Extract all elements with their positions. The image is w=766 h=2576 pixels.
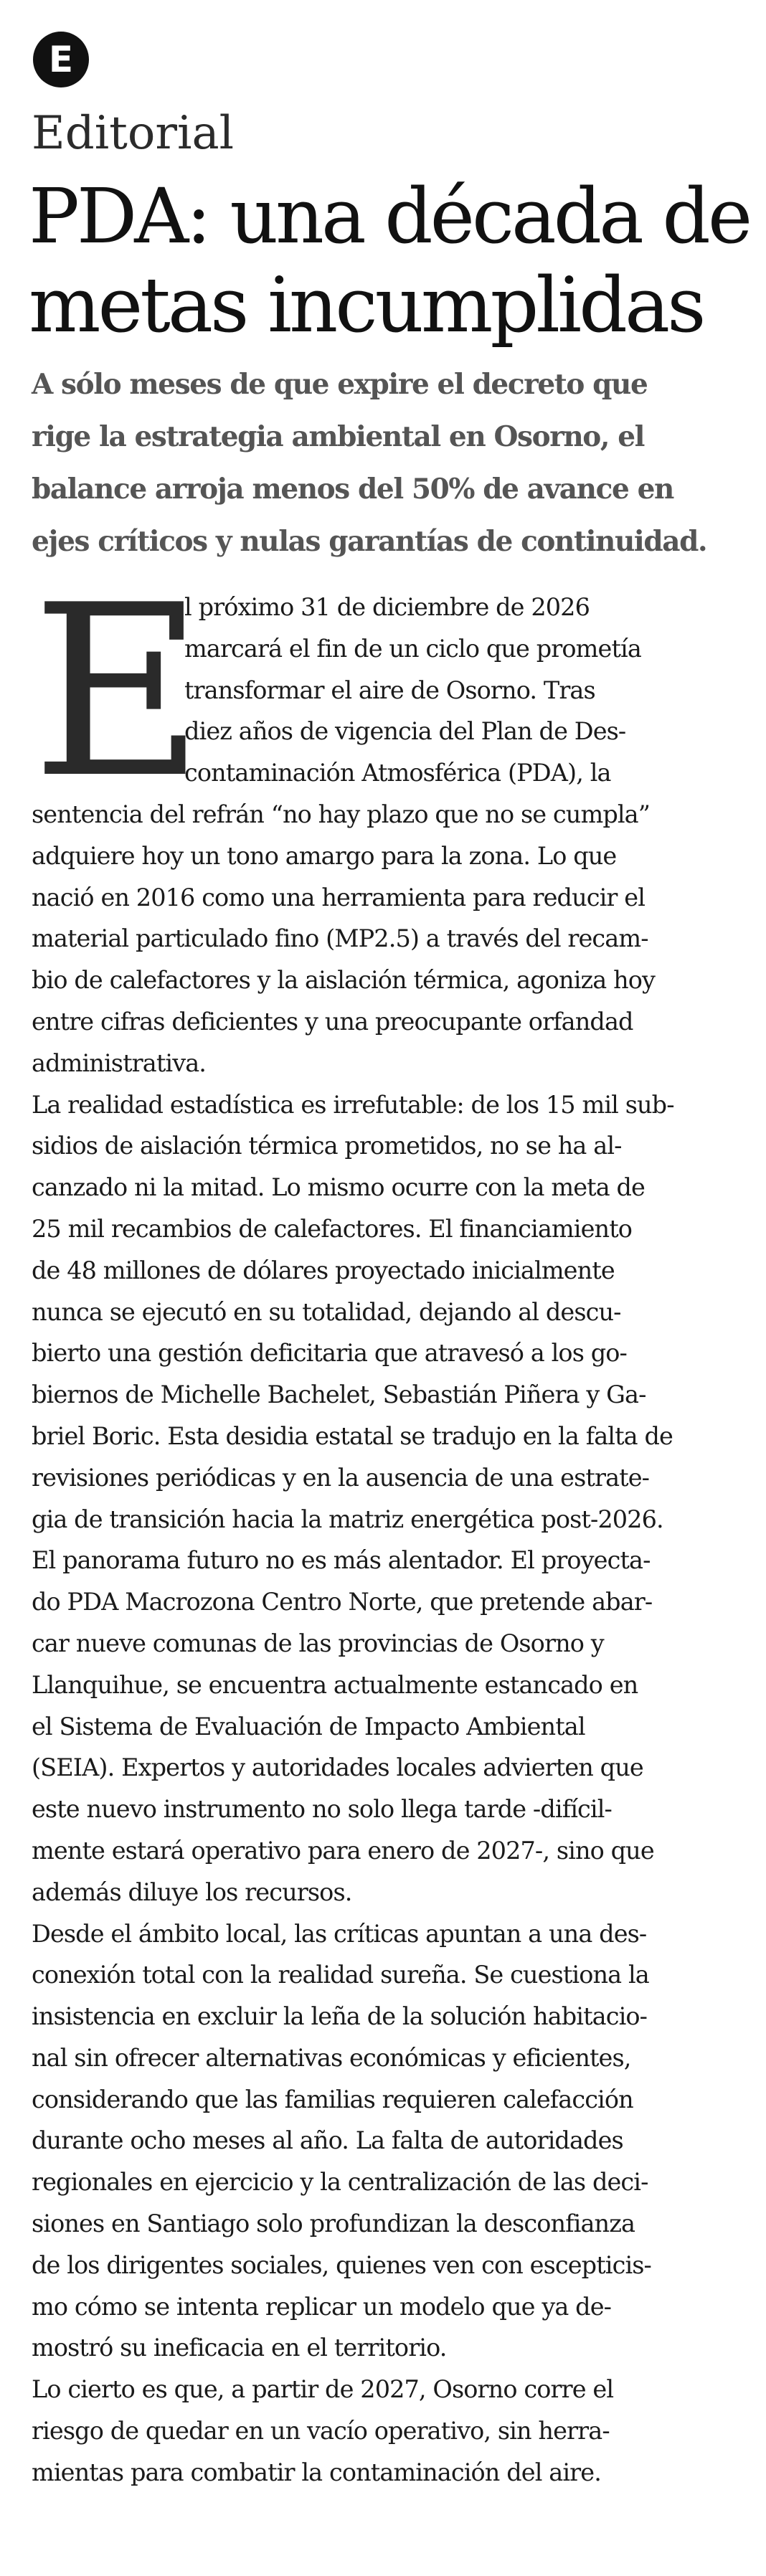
body-line: canzado ni la mitad. Lo mismo ocurre con la meta de <box>32 1173 645 1202</box>
body-line: mo cómo se intenta replicar un modelo que ya de- <box>32 2292 612 2321</box>
body-line: diez años de vigencia del Plan de Des- <box>184 717 626 746</box>
body-line: contaminación Atmosférica (PDA), la <box>184 759 611 787</box>
headline <box>29 172 753 350</box>
body-line: además diluye los recursos. <box>32 1877 352 1906</box>
body-line: regionales en ejercicio y la centralización de las deci- <box>32 2168 648 2197</box>
body-line: mientas para combatir la contaminación del aire. <box>32 2458 601 2486</box>
body-line: mente estará operativo para enero de 2027-, sino que <box>32 1836 654 1865</box>
body-line: material particulado fino (MP2.5) a través del recam- <box>32 924 648 953</box>
body-line: administrativa. <box>32 1048 207 1077</box>
body-line: nació en 2016 como una herramienta para reducir el <box>32 883 646 911</box>
body-line: l próximo 31 de diciembre de 2026 <box>184 593 590 621</box>
body-line: adquiere hoy un tono amargo para la zona. Lo que <box>32 841 617 870</box>
lead-line: rige la estrategia ambiental en Osorno, el <box>32 420 645 453</box>
body-line: durante ocho meses al año. La falta de autoridades <box>32 2126 623 2155</box>
body-line: car nueve comunas de las provincias de Osorno y <box>32 1629 604 1657</box>
drop-cap: E <box>32 554 204 830</box>
body-line: sidios de aislación térmica prometidos, no se ha al- <box>32 1132 622 1160</box>
body-line: de 48 millones de dólares proyectado inicialmente <box>32 1256 615 1284</box>
body-line: siones en Santiago solo profundizan la desconfianza <box>32 2210 635 2238</box>
body-line: bio de calefactores y la aislación térmica, agoniza hoy <box>32 966 656 995</box>
headline-line: PDA: una década de <box>29 172 750 260</box>
body-line: nal sin ofrecer alternativas económicas y eficientes, <box>32 2043 631 2072</box>
body-line: de los dirigentes sociales, quienes ven con escepticis- <box>32 2250 651 2279</box>
body-line: do PDA Macrozona Centro Norte, que pretende abar- <box>32 1588 653 1616</box>
body-line: gia de transición hacia la matriz energética post-2026. <box>32 1505 663 1533</box>
body-line: Llanquihue, se encuentra actualmente estancado en <box>32 1670 638 1699</box>
body-line: briel Boric. Esta desidia estatal se tradujo en la falta de <box>32 1421 673 1450</box>
body-line: sentencia del refrán “no hay plazo que no se cumpla” <box>32 800 650 828</box>
section-label: Editorial <box>32 107 235 160</box>
section-badge <box>33 32 89 87</box>
body-line: 25 mil recambios de calefactores. El financiamiento <box>32 1214 633 1243</box>
body-line: este nuevo instrumento no solo llega tarde -difícil- <box>32 1795 612 1824</box>
body-line: Lo cierto es que, a partir de 2027, Osorno corre el <box>32 2375 614 2404</box>
body-line: el Sistema de Evaluación de Impacto Ambiental <box>32 1712 585 1741</box>
body-line: entre cifras deficientes y una preocupante orfandad <box>32 1007 633 1036</box>
body-line: riesgo de quedar en un vacío operativo, sin herra- <box>32 2417 610 2445</box>
body-line: transformar el aire de Osorno. Tras <box>184 676 595 704</box>
lead-line: ejes críticos y nulas garantías de continuidad. <box>32 525 707 558</box>
headline-line: metas incumplidas <box>29 261 704 349</box>
body-line: conexión total con la realidad sureña. Se cuestiona la <box>32 1961 649 1989</box>
body-line: La realidad estadística es irrefutable: de los 15 mil sub- <box>32 1090 674 1119</box>
section-badge-letter: E <box>48 39 74 80</box>
article-body <box>32 554 749 2494</box>
body-line: insistencia en excluir la leña de la solución habitacio- <box>32 2002 648 2031</box>
lead-line: balance arroja menos del 50% de avance en <box>32 473 673 506</box>
body-line: revisiones periódicas y en la ausencia de una estrate- <box>32 1463 650 1492</box>
body-line: marcará el fin de un ciclo que prometía <box>184 634 641 663</box>
body-line: El panorama futuro no es más alentador. El proyecta- <box>32 1546 651 1575</box>
body-line: bierto una gestión deficitaria que atravesó a los go- <box>32 1339 627 1368</box>
body-line: mostró su ineficacia en el territorio. <box>32 2334 447 2362</box>
lead-line: A sólo meses de que expire el decreto que <box>32 368 648 401</box>
body-line: considerando que las familias requieren calefacción <box>32 2085 633 2113</box>
lead-paragraph <box>32 359 756 568</box>
body-line: (SEIA). Expertos y autoridades locales advierten que <box>32 1753 643 1782</box>
body-line: biernos de Michelle Bachelet, Sebastián Piñera y Ga- <box>32 1381 646 1409</box>
body-line: nunca se ejecutó en su totalidad, dejando al descu- <box>32 1297 621 1326</box>
body-line: Desde el ámbito local, las críticas apuntan a una des- <box>32 1919 647 1948</box>
